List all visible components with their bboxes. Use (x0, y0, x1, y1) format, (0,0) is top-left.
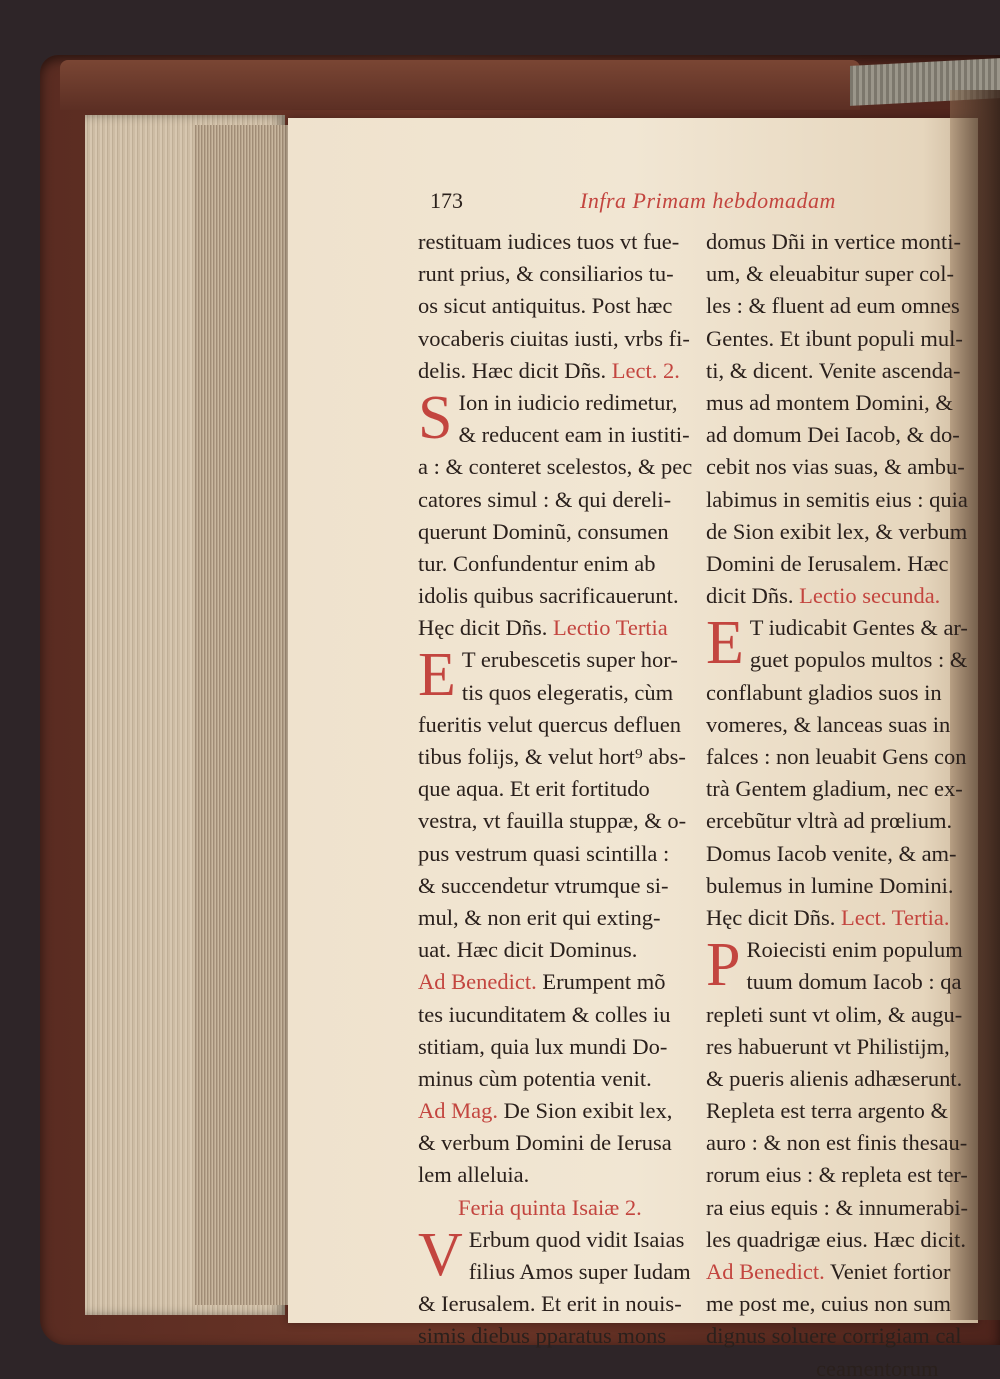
text-line: & Ierusalem. Et erit in nouis- (418, 1291, 682, 1317)
text-line: & pueris alienis adhæserunt. (706, 1065, 963, 1091)
text-line-with-label (418, 966, 698, 998)
benedictus-label: Ad Benedict. (418, 969, 537, 995)
text-line: & reducent eam in iustiti- (458, 422, 690, 448)
folio-number: 173 (430, 188, 463, 213)
text-line: de Sion exibit lex, & verbum (706, 518, 968, 544)
lectio-2-block (418, 383, 698, 645)
text-line: lem alleluia. (418, 1162, 530, 1188)
text-line: os sicut antiquitus. Post hæc (418, 293, 673, 319)
text-line: vocaberis ciuitas iusti, vrbs fi- (418, 325, 690, 351)
lectio-3-label: Lect. Tertia. (840, 904, 950, 930)
text-line: tibus folijs, & velut hort⁹ abs- (418, 744, 686, 769)
text-fragment: Hęc dicit Dñs. (706, 904, 836, 930)
text-line: & succendetur vtrumque si- (418, 872, 669, 898)
text-line: bulemus in lumine Domini. (706, 872, 954, 898)
text-line: Gentes. Et ibunt populi mul- (706, 325, 963, 351)
lectio-2-block (706, 609, 968, 934)
text-line: res habuerunt vt Philistijm, (706, 1033, 950, 1059)
text-line: simis diebus pparatus mons (418, 1323, 667, 1349)
text-line: T erubescetis super hor- (461, 647, 678, 673)
text-line: ercebũtur vltrà ad prœlium. (706, 808, 953, 834)
text-line: a : & conteret scelestos, & pec (418, 454, 693, 480)
lectio-2-label: Lectio secunda. (799, 583, 941, 609)
text-line: fueritis velut quercus defluen (418, 711, 682, 737)
text-line: Domus Iacob venite, & am- (706, 840, 957, 866)
text-line: Repleta est terra argento & (706, 1098, 948, 1124)
text-line: auro : & non est finis thesau- (706, 1130, 968, 1156)
lectio-3-block (418, 641, 698, 966)
text-line: falces : non leuabit Gens con (706, 744, 967, 769)
text-line: que aqua. Et erit fortitudo (418, 776, 650, 802)
text-fragment: Veniet fortior (829, 1259, 951, 1284)
text-line: tes iucunditatem & colles iu (418, 1001, 671, 1027)
text-line: domus Dñi in vertice monti- (706, 229, 961, 254)
text-line: mus ad montem Domini, & (706, 389, 953, 415)
text-line: cebit nos vias suas, & ambu- (706, 454, 965, 480)
text-line: & verbum Domini de Ierusa (418, 1130, 672, 1156)
text-line: dignus soluere corrigiam cal (706, 1323, 962, 1349)
text-line: tur. Confundentur enim ab (418, 550, 656, 576)
text-line-with-label (706, 902, 968, 934)
text-line: Erbum quod vidit Isaias (468, 1226, 685, 1252)
lectio-3-label: Lectio Tertia (552, 615, 668, 641)
text-fragment: delis. Hæc dicit Dñs. (418, 357, 607, 383)
running-head: Infra Primam hebdomadam (580, 188, 836, 213)
text-fragment: De Sion exibit lex, (503, 1098, 673, 1124)
text-line: tis quos elegeratis, cùm (461, 679, 674, 705)
text-line: vestra, vt fauilla stuppæ, & o- (418, 808, 687, 834)
text-line-with-label (418, 612, 698, 644)
text-line: minus cùm potentia venit. (418, 1065, 652, 1091)
initial-letter: V (418, 1220, 463, 1289)
text-line: trà Gentem gladium, nec ex- (706, 776, 963, 802)
text-fragment: Hęc dicit Dñs. (418, 615, 548, 641)
initial-letter: P (706, 931, 741, 1000)
magnificat-label: Ad Mag. (418, 1098, 498, 1124)
text-line: Roiecisti enim populum (746, 937, 963, 963)
text-line-with-label (418, 355, 698, 387)
text-line: ra eius equis : & innumerabi- (706, 1194, 969, 1220)
benedictus-label: Ad Benedict. (706, 1259, 825, 1284)
page-block-inner-edge (195, 125, 290, 1305)
text-line: pus vestrum quasi scintilla : (418, 840, 670, 866)
lectio-3-block (706, 931, 969, 1256)
text-line: guet populos multos : & (749, 647, 968, 673)
text-line: ad domum Dei Iacob, & do- (706, 422, 960, 448)
text-line: vomeres, & lanceas suas in (706, 711, 951, 737)
text-line: T iudicabit Gentes & ar- (749, 615, 968, 641)
text-line: labimus in semitis eius : quia (706, 486, 968, 512)
left-column (418, 226, 698, 1353)
text-line: les quadrigæ eius. Hæc dicit. (706, 1226, 966, 1252)
text-line: les : & fluent ad eum omnes (706, 293, 960, 319)
text-line: restituam iudices tuos vt fue- (418, 229, 680, 254)
text-line: stitiam, quia lux mundi Do- (418, 1033, 668, 1059)
text-line: mul, & non erit qui exting- (418, 904, 661, 930)
text-line: repleti sunt vt olim, & augu- (706, 1001, 963, 1027)
text-line-with-label (418, 1095, 698, 1127)
text-line-with-label (706, 1256, 968, 1288)
text-line: um, & eleuabitur super col- (706, 261, 955, 287)
text-line: ti, & dicent. Venite ascenda- (706, 357, 961, 383)
feria-block (418, 1220, 698, 1353)
text-line: querunt Dominũ, consumen (418, 518, 669, 544)
text-line: rorum eius : & repleta est ter- (706, 1162, 968, 1188)
text-line: idolis quibus sacrificauerunt. (418, 583, 679, 609)
initial-letter: E (418, 641, 456, 710)
text-line: me post me, cuius non sum (706, 1291, 951, 1317)
text-line: conflabunt gladios suos in (706, 679, 942, 705)
initial-letter: E (706, 609, 744, 678)
feria-heading: Feria quinta Isaiæ 2. (458, 1194, 642, 1220)
text-line: Ion in iudicio redimetur, (458, 389, 678, 415)
text-line: ceamentorum (816, 1355, 939, 1379)
right-column (706, 226, 968, 1379)
lectio-2-label: Lect. 2. (611, 357, 680, 383)
text-line: uat. Hæc dicit Dominus. (418, 937, 638, 963)
initial-letter: S (418, 383, 453, 452)
text-line: filius Amos super Iudam (468, 1259, 691, 1284)
text-line: runt prius, & consiliarios tu- (418, 261, 674, 287)
text-line: Domini de Ierusalem. Hæc (706, 550, 949, 576)
book-cover-top-edge (60, 60, 860, 110)
text-fragment: Erumpent mõ (542, 969, 666, 995)
text-fragment: dicit Dñs. (706, 583, 794, 609)
text-line: catores simul : & qui dereli- (418, 486, 672, 512)
text-line-with-label (706, 580, 968, 612)
text-line: tuum domum Iacob : qa (746, 969, 962, 995)
